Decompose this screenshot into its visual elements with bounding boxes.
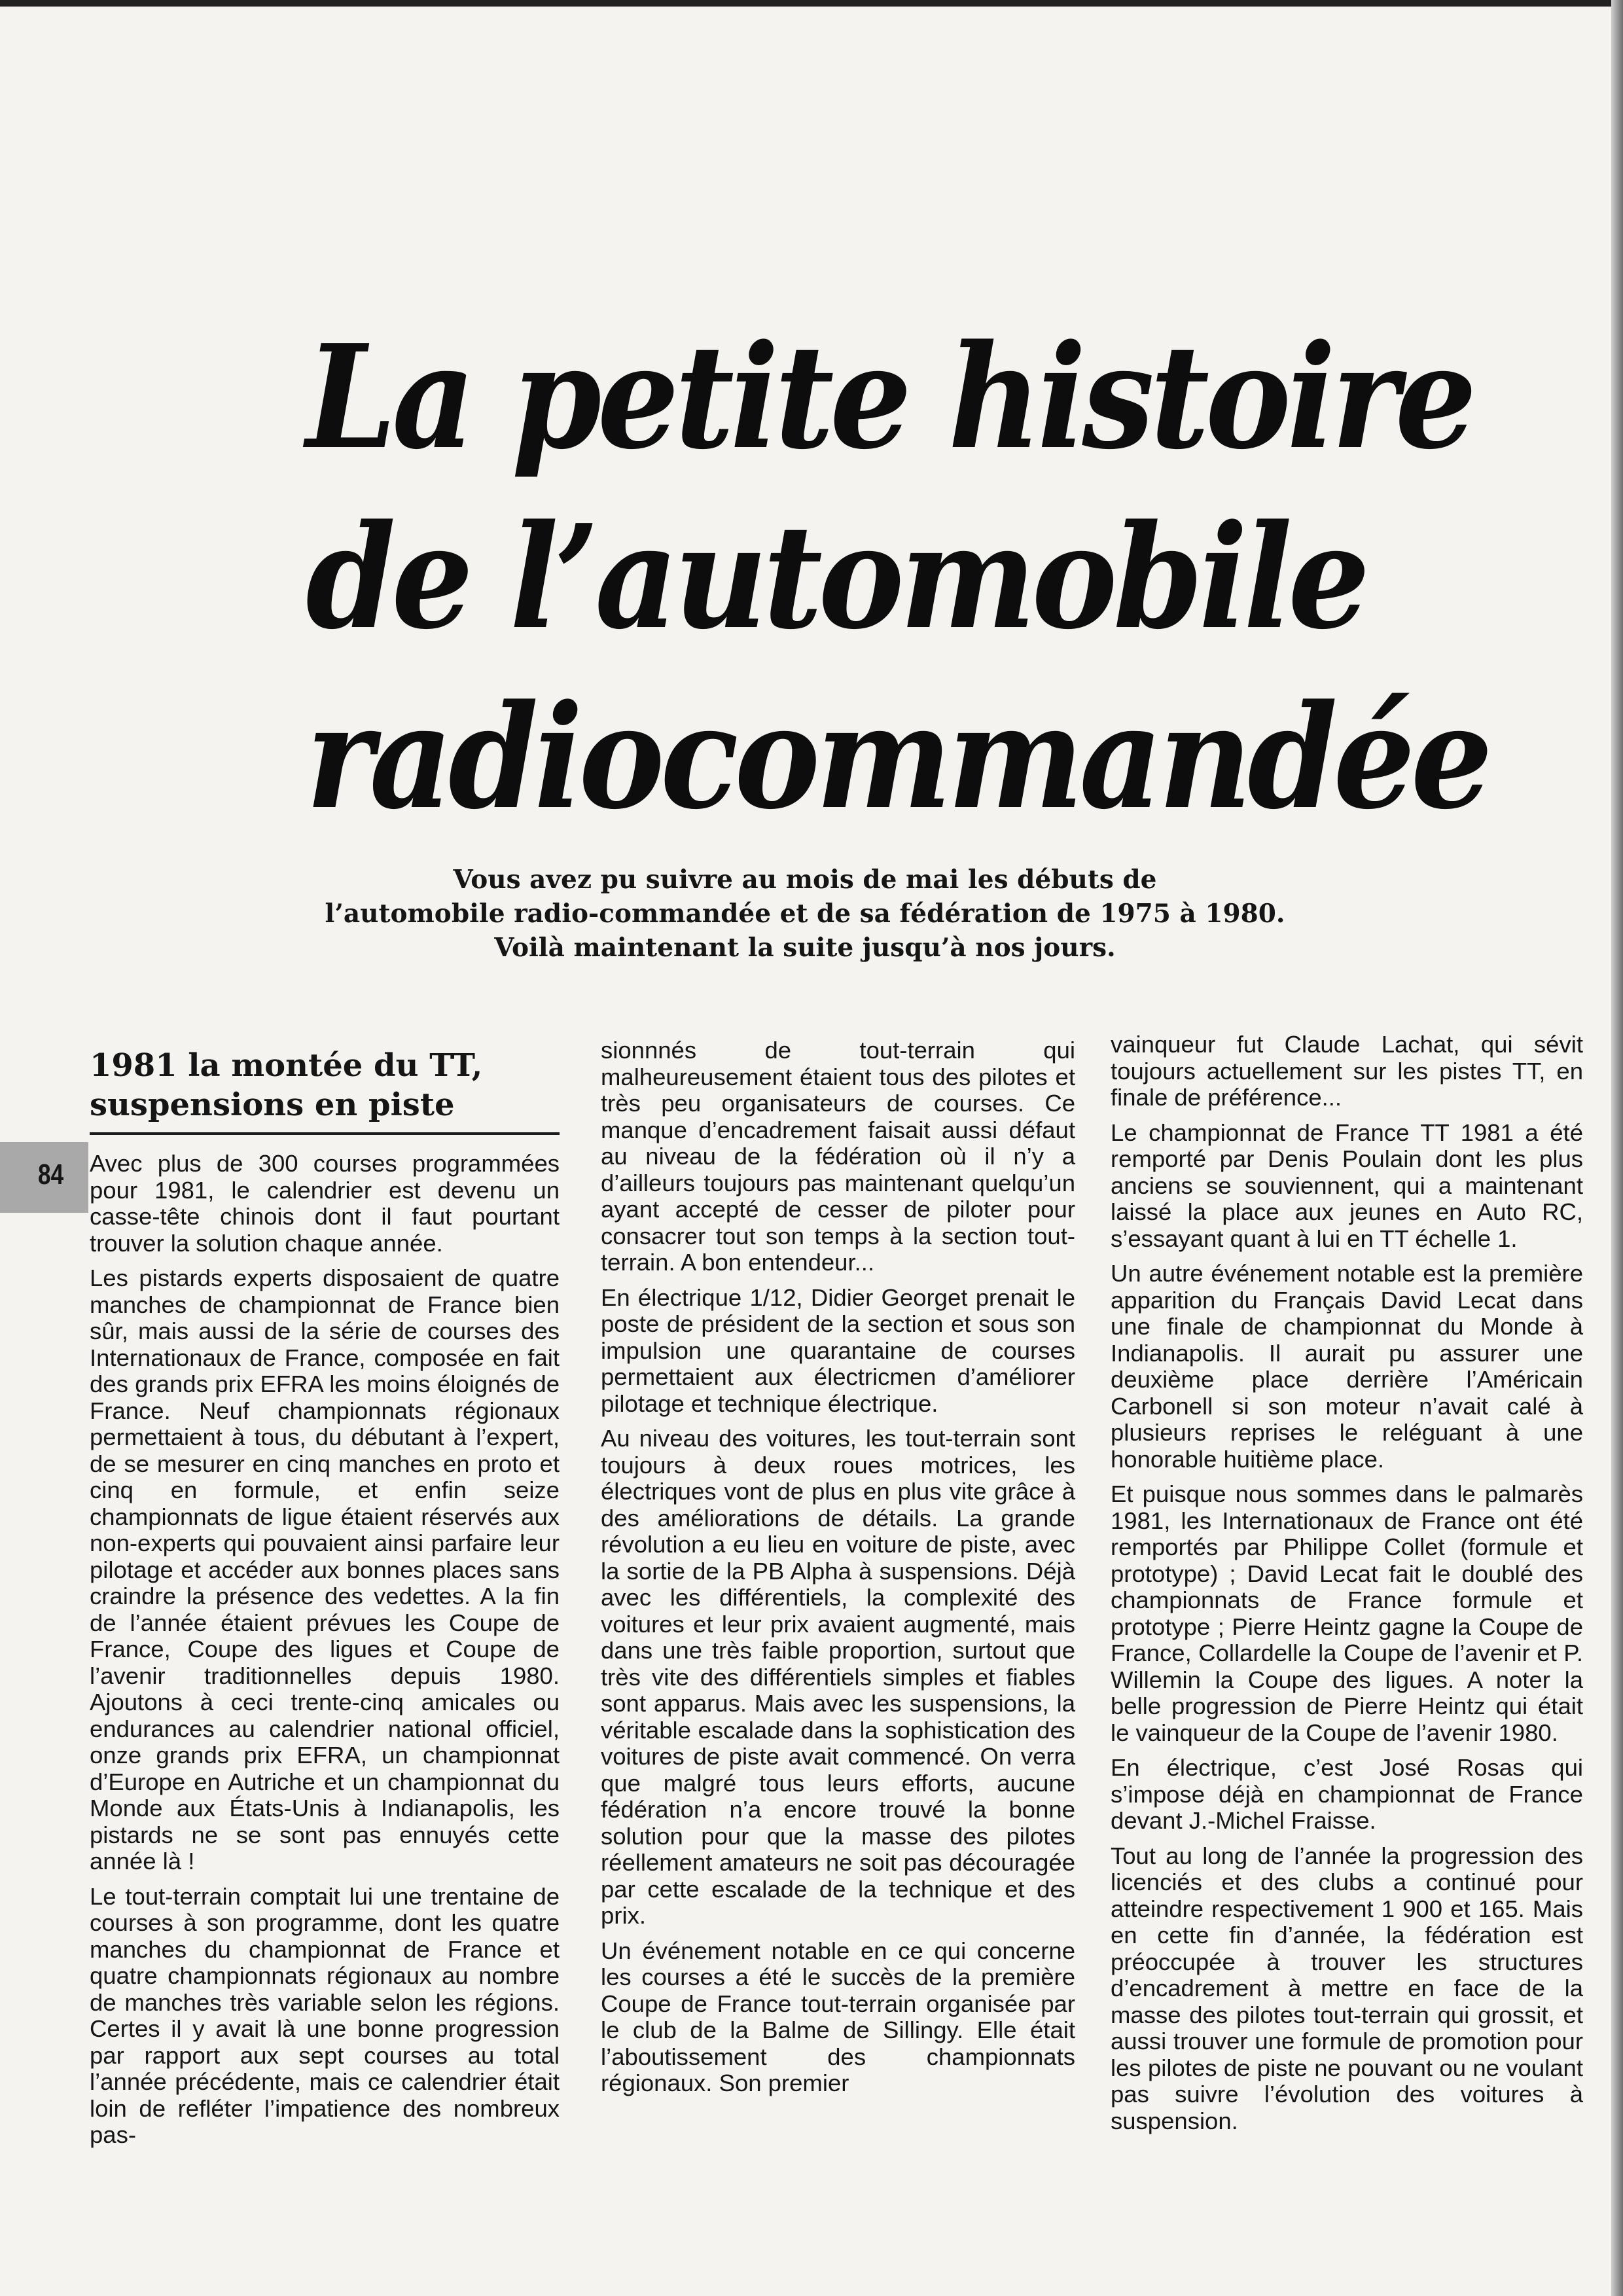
heading-rule [90,1132,560,1135]
paragraph: Un événement notable en ce qui concerne les courses a été le succès de la première Coupe de France tout-terrain organisée par le club de la Balme de Sillingy. Elle était l’aboutissement des championnats régionaux. Son premier [601,1937,1075,2096]
scan-right-edge [1611,0,1623,2296]
paragraph: Au niveau des voitures, les tout-terrain sont toujours à deux roues motrices, les électriques vont de plus en plus vite grâce à des améliorations de détails. La grande révolution a eu lieu en voiture de piste, avec la sortie de la PB Alpha à suspensions. Déjà avec les différentiels, la complexité des voitures et leur prix avaient augmenté, mais dans une très faible proportion, surtout que très vite des différentiels simples et fiables sont apparus. Mais avec les suspensions, la véritable escalade dans la sophistication des voitures de piste avait commencé. On verra que malgré tous leurs efforts, aucune fédération n’a encore trouvé la bonne solution pour que la masse des pilotes réellement amateurs ne soit pas découragée par cette escalade de la technique et des prix. [601,1425,1075,1929]
paragraph: Les pistards experts disposaient de quatre manches de championnat de France bien sûr, mais aussi de la série de courses des Internationaux de France, composée en fait des grands prix EFRA les moins éloignés de France. Neuf championnats régionaux permettaient à tous, du débutant à l’expert, de se mesurer en cinq manches en proto et cinq en formule, et enfin seize championnats de ligue étaient réservés aux non-experts qui pouvaient ainsi parfaire leur pilotage et accéder aux bonnes places sans craindre la présence des vedettes. A la fin de l’année étaient prévues les Coupe de France, Coupe des ligues et Coupe de l’avenir traditionnelles depuis 1980. Ajoutons à ceci trente-cinq amicales ou endurances au calendrier national officiel, onze grands prix EFRA, un championnat d’Europe en Autriche et un championnat du Monde aux États-Unis à Indianapolis, les pistards ne se sont pas ennuyés cette année là ! [90,1265,560,1874]
scan-top-edge [0,0,1623,7]
title-line: La petite histoire [306,314,1473,481]
paragraph: Le tout-terrain comptait lui une trentaine de courses à son programme, dont les quatre manches du championnat de France et quatre championnats régionaux au nombre de manches très variable selon les régions. Certes il y avait là une bonne progression par rapport aux sept courses au total l’année précédente, mais ce calendrier était loin de refléter l’impatience des nombreux pas- [90,1882,560,2148]
paragraph: Et puisque nous sommes dans le palmarès 1981, les Internationaux de France ont été remportés par Philippe Collet (formule et prototype) ; David Lecat fait le doublé des championnats de France formule et prototype ; Pierre Heintz gagne la Coupe de France, Collardelle la Coupe de l’avenir et P. Willemin la Coupe des ligues. A noter la belle progression de Pierre Heintz qui était le vainqueur de la Coupe de l’avenir 1980. [1111,1480,1583,1746]
article-title [306,308,1489,848]
paragraph: Le championnat de France TT 1981 a été remporté par Denis Poulain dont les plus anciens se souviennent, qui a maintenant laissé la place aux jeunes en Auto RC, s’essayant quant à lui en TT échelle 1. [1111,1119,1583,1252]
paragraph: En électrique, c’est José Rosas qui s’impose déjà en championnat de France devant J.-Michel Fraisse. [1111,1754,1583,1834]
page-number: 84 [38,1158,64,1191]
text-column-3 [1111,1031,1583,2143]
section-heading-line: 1981 la montée du TT, [90,1047,483,1084]
title-line: radiocommandée [306,673,1489,841]
section-heading-line: suspensions en piste [90,1086,455,1123]
paragraph: Tout au long de l’année la progression des licenciés et des clubs a continué pour atteindre respectivement 1 900 et 165. Mais en cette fin d’année, la fédération est préoccupée à trouver les structures d’encadrement à mettre en face de la masse des pilotes tout-terrain qui grossit, et aussi trouver une formule de promotion pour les pilotes de piste ne pouvant ou ne voulant pas suivre l’évolution des voitures à suspension. [1111,1842,1583,2134]
section-heading [90,1046,560,1124]
article-intro [196,863,1414,965]
paragraph: vainqueur fut Claude Lachat, qui sévit toujours actuellement sur les pistes TT, en finale de préférence... [1111,1031,1583,1111]
paragraph: sionnnés de tout-terrain qui malheureusement étaient tous des pilotes et très peu organisateurs de courses. Ce manque d’encadrement faisait aussi défaut au niveau de la fédération où il n’y a d’ailleurs toujours pas maintenant quelqu’un ayant accepté de cesser de piloter pour consacrer tout son temps à la section tout-terrain. A bon entendeur... [601,1037,1075,1276]
text-column-1 [90,1034,560,2157]
intro-line: l’automobile radio-commandée et de sa fédération de 1975 à 1980. [325,899,1285,929]
text-column-2 [601,1037,1075,2106]
paragraph: Avec plus de 300 courses programmées pour 1981, le calendrier est devenu un casse-tête chinois dont il faut pourtant trouver la solution chaque année. [90,1150,560,1257]
paragraph: Un autre événement notable est la première apparition du Français David Lecat dans une finale de championnat du Monde à Indianapolis. Il aurait pu assurer une deuxième place derrière l’Américain Carbonell si son moteur n’avait calé à plusieurs reprises le reléguant à une honorable huitième place. [1111,1260,1583,1473]
intro-line: Voilà maintenant la suite jusqu’à nos jours. [494,933,1116,963]
title-line: de l’automobile [306,493,1366,661]
paragraph: En électrique 1/12, Didier Georget prenait le poste de président de la section et sous son impulsion une quarantaine de courses permettaient aux électricmen d’améliorer pilotage et technique électrique. [601,1283,1075,1417]
intro-line: Vous avez pu suivre au mois de mai les débuts de [453,865,1157,895]
